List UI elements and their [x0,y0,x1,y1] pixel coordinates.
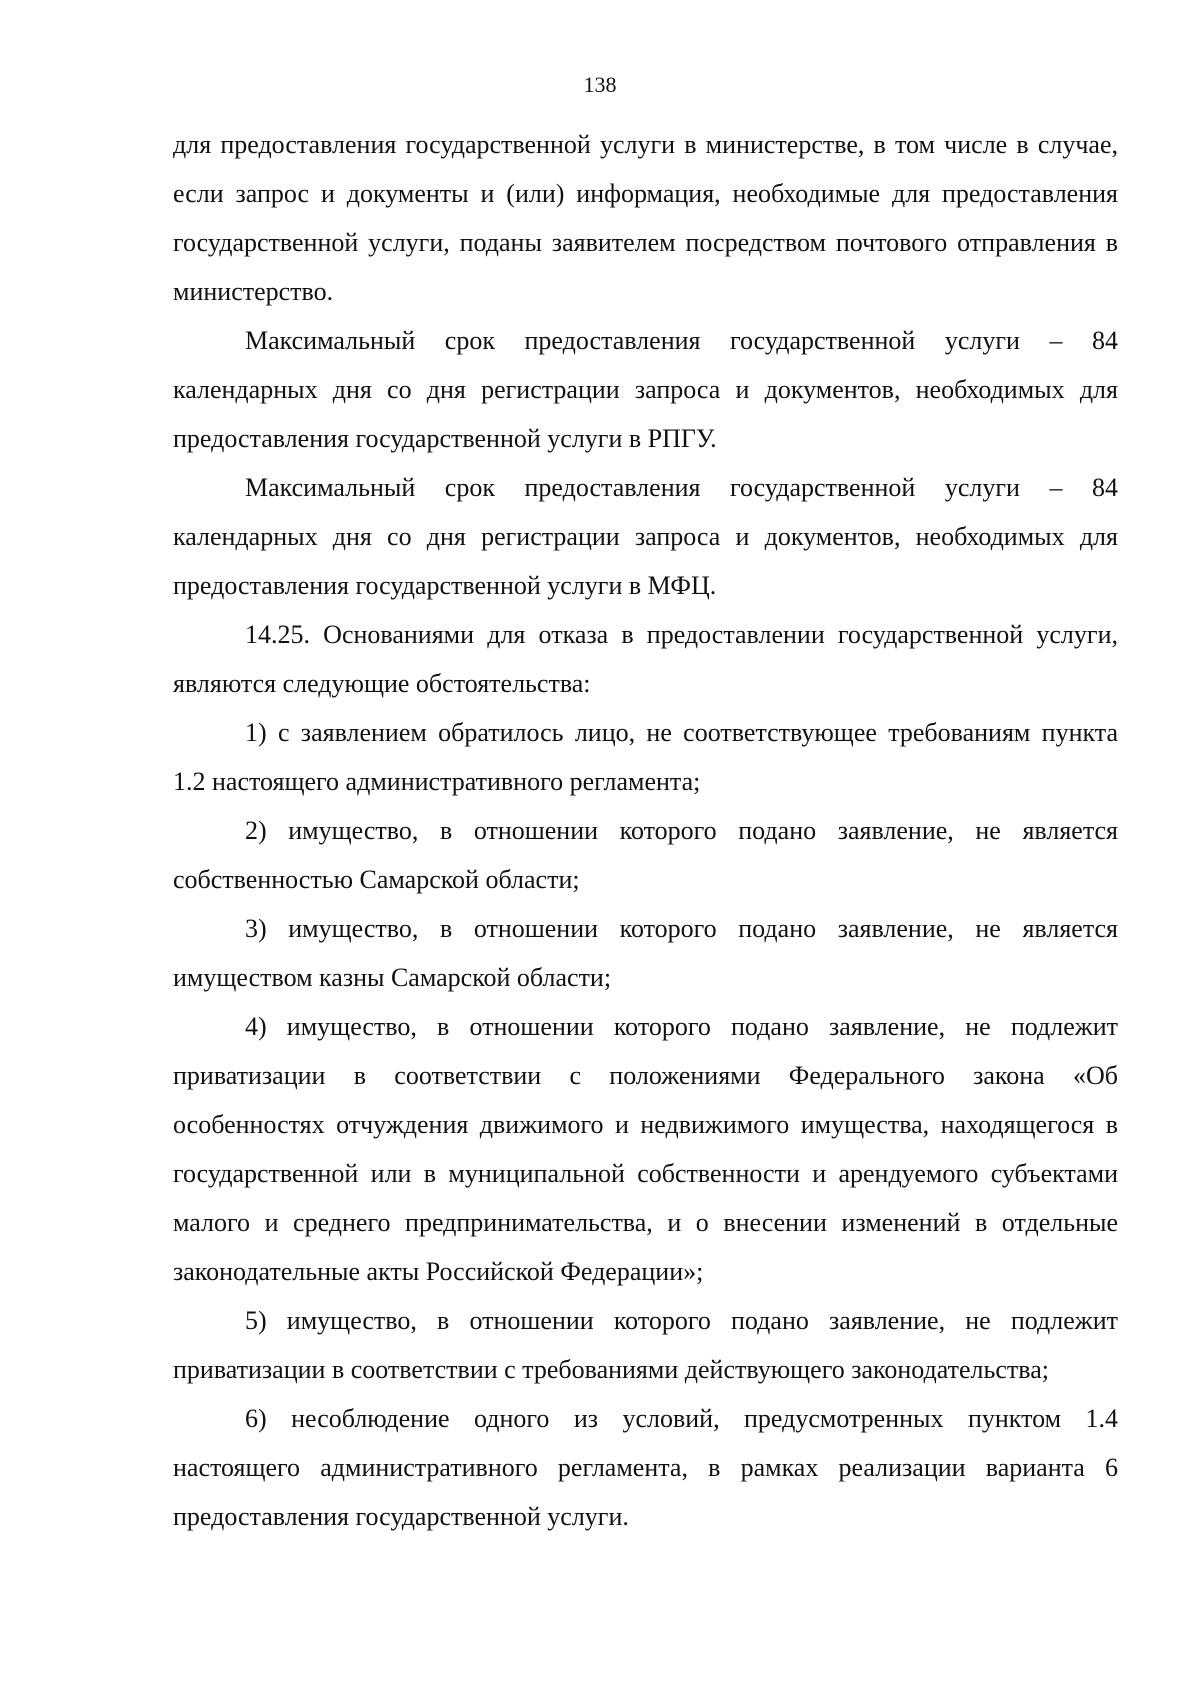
list-item-1: 1) с заявлением обратилось лицо, не соответствующее требованиям пункта 1.2 настоящего административного регламента; [173,718,1118,796]
list-item-6: 6) несоблюдение одного из условий, предусмотренных пунктом 1.4 настоящего административного регламента, в рамках реализации варианта 6 предоставления государственной услуги. [173,1404,1118,1531]
list-item-3: 3) имущество, в отношении которого подано заявление, не является имуществом казны Самарской области; [173,914,1118,992]
paragraph-max-term-rpgu: Максимальный срок предоставления государственной услуги – 84 календарных дня со дня регистрации запроса и документов, необходимых для предоставления государственной услуги в РПГУ. [173,326,1118,453]
paragraph-continuation: для предоставления государственной услуги в министерстве, в том числе в случае, если запрос и документы и (или) информация, необходимые для предоставления государственной услуги, поданы заявителем посредством почтового отправления в министерство. [173,130,1118,306]
page-number: 138 [583,72,617,97]
document-body [173,120,1118,1541]
list-item-4: 4) имущество, в отношении которого подано заявление, не подлежит приватизации в соответствии с положениями Федерального закона «Об особенностях отчуждения движимого и недвижимого имущества, находящегося в государственной или в муниципальной собственности и арендуемого субъектами малого и среднего предпринимательства, и о внесении изменений в отдельные законодательные акты Российской Федерации»; [173,1012,1118,1286]
paragraph-max-term-mfc: Максимальный срок предоставления государственной услуги – 84 календарных дня со дня регистрации запроса и документов, необходимых для предоставления государственной услуги в МФЦ. [173,473,1118,600]
list-item-2: 2) имущество, в отношении которого подано заявление, не является собственностью Самарской области; [173,816,1118,894]
list-item-5: 5) имущество, в отношении которого подано заявление, не подлежит приватизации в соответствии с требованиями действующего законодательства; [173,1306,1118,1384]
paragraph-refusal-grounds: 14.25. Основаниями для отказа в предоставлении государственной услуги, являются следующие обстоятельства: [173,620,1118,698]
